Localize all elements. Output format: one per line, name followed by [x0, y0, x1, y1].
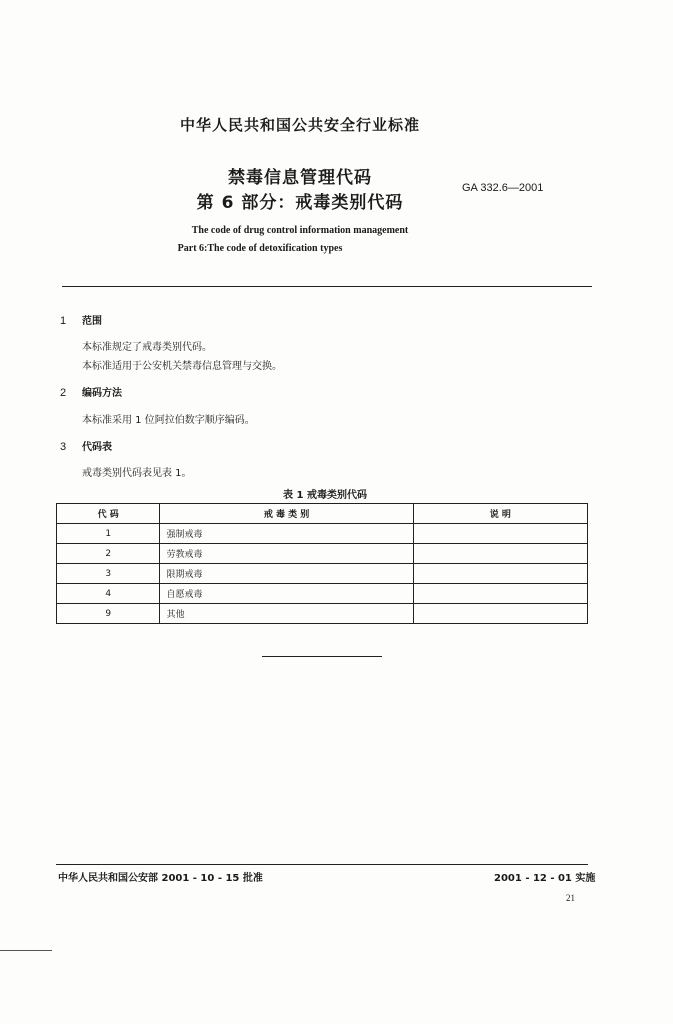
issuing-organization: 中华人民共和国公共安全行业标准	[179, 116, 420, 134]
paragraph: 本标准适用于公安机关禁毒信息管理与交换。	[82, 361, 282, 372]
column-header-notes: 说 明	[413, 504, 587, 524]
english-title: The code of drug control information management	[191, 225, 409, 236]
table-row	[57, 584, 588, 604]
code-table	[56, 503, 588, 624]
table-row	[57, 604, 588, 624]
scan-artifact-line	[0, 950, 52, 951]
cell-code: 3	[57, 564, 160, 584]
paragraph: 本标准采用 1 位阿拉伯数字顺序编码。	[82, 415, 255, 426]
table-caption: 表 1 戒毒类别代码	[283, 490, 367, 501]
table-row	[57, 524, 588, 544]
cell-code: 4	[57, 584, 160, 604]
english-subtitle: Part 6:The code of detoxification types	[177, 243, 343, 254]
implementation-date: 2001 - 12 - 01 实施	[494, 873, 596, 884]
approval-date: 中华人民共和国公安部 2001 - 10 - 15 批准	[58, 873, 263, 884]
cell-notes	[413, 544, 587, 564]
end-of-text-rule	[262, 656, 382, 657]
cell-notes	[413, 584, 587, 604]
section-title: 范围	[82, 316, 102, 327]
cell-notes	[413, 604, 587, 624]
standard-code: GA 332.6—2001	[462, 182, 544, 194]
paragraph: 戒毒类别代码表见表 1。	[82, 468, 192, 479]
column-header-code: 代 码	[57, 504, 160, 524]
header-divider	[62, 286, 592, 287]
paragraph: 本标准规定了戒毒类别代码。	[82, 342, 212, 353]
section-title: 编码方法	[82, 388, 122, 399]
table-row	[57, 544, 588, 564]
cell-notes	[413, 524, 587, 544]
section-number: 2	[60, 387, 67, 399]
cell-category: 强制戒毒	[160, 524, 413, 544]
footer-divider	[56, 864, 588, 865]
cell-category: 限期戒毒	[160, 564, 413, 584]
cell-code: 2	[57, 544, 160, 564]
section-number: 1	[60, 315, 67, 327]
document-title: 禁毒信息管理代码	[228, 168, 372, 188]
section-title: 代码表	[82, 442, 112, 453]
cell-notes	[413, 564, 587, 584]
cell-category: 自愿戒毒	[160, 584, 413, 604]
table-header-row	[57, 504, 588, 524]
page-number: 21	[566, 893, 575, 903]
section-heading	[60, 384, 122, 399]
section-number: 3	[60, 441, 67, 453]
column-header-category: 戒 毒 类 别	[160, 504, 413, 524]
cell-code: 1	[57, 524, 160, 544]
section-heading	[60, 312, 102, 327]
cell-category: 劳教戒毒	[160, 544, 413, 564]
section-heading	[60, 438, 112, 453]
cell-code: 9	[57, 604, 160, 624]
table-row	[57, 564, 588, 584]
cell-category: 其他	[160, 604, 413, 624]
document-subtitle: 第 6 部分：戒毒类别代码	[196, 193, 404, 213]
